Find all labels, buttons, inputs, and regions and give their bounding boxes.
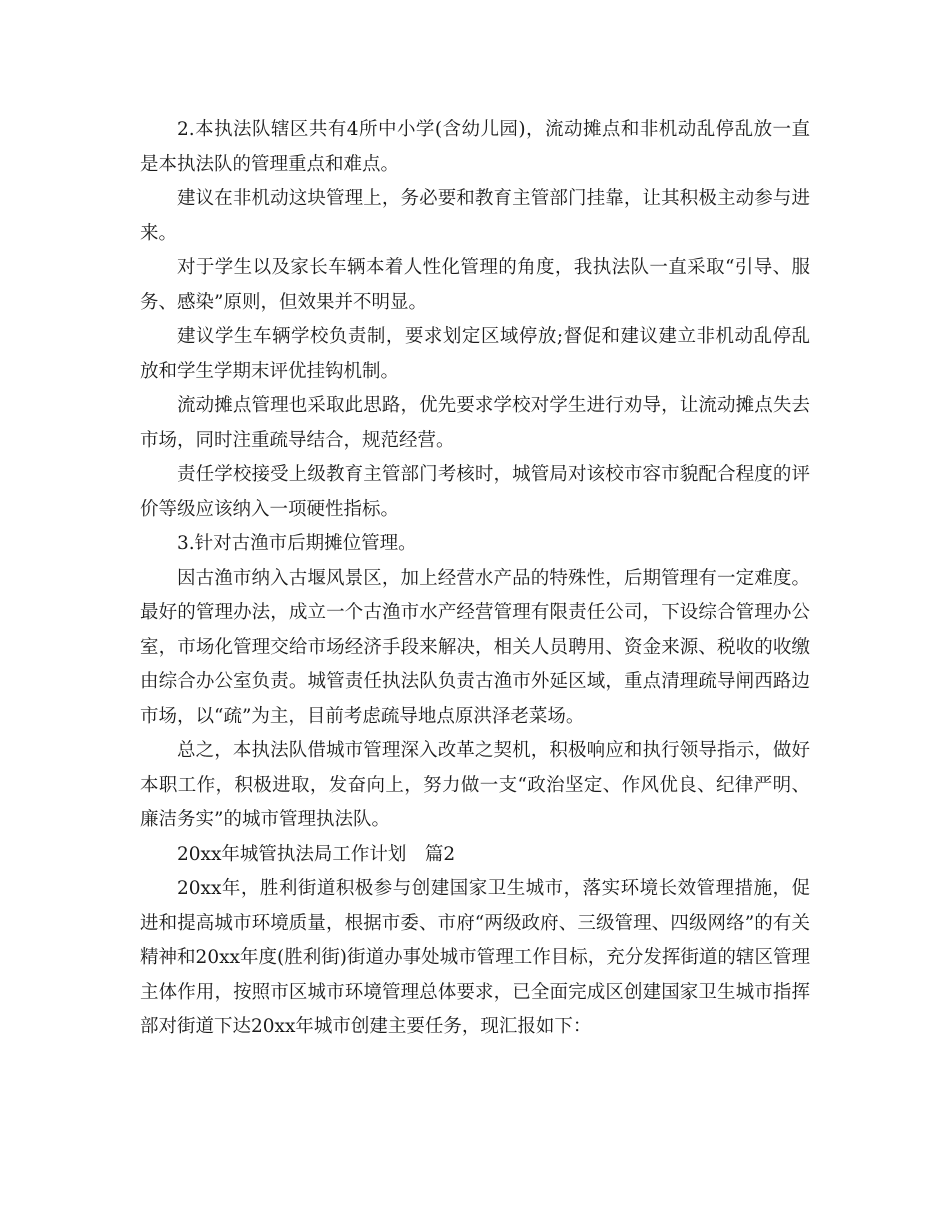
- document-body: [140, 113, 810, 1045]
- paragraph-annual-report: 20xx年，胜利街道积极参与创建国家卫生城市，落实环境长效管理措施，促进和提高城市环境质量，根据市委、市府“两级政府、三级管理、四级网络”的有关精神和20xx年度(胜利街)街道办事处城市管理工作目标，充分发挥街道的辖区管理主体作用，按照市区城市环境管理总体要求，已全面完成区创建国家卫生城市指挥部对街道下达20xx年城市创建主要任务，现汇报如下：: [140, 878, 810, 1037]
- paragraph-school-assessment: 责任学校接受上级教育主管部门考核时，城管局对该校市容市貌配合程度的评价等级应该纳入一项硬性指标。: [140, 464, 810, 520]
- paragraph-parking-zones: 建议学生车辆学校负责制，要求划定区域停放;督促和建议建立非机动乱停乱放和学生学期末评优挂钩机制。: [140, 326, 810, 382]
- paragraph-conclusion: 总之，本执法队借城市管理深入改革之契机，积极响应和执行领导指示，做好本职工作，积极进取，发奋向上，努力做一支“政治坚定、作风优良、纪律严明、廉洁务实”的城市管理执法队。: [140, 740, 810, 830]
- paragraph-school-overview: 2.本执法队辖区共有4所中小学(含幼儿园)，流动摊点和非机动乱停乱放一直是本执法队的管理重点和难点。: [140, 119, 810, 175]
- paragraph-fish-market-management: 因古渔市纳入古堰风景区，加上经营水产品的特殊性，后期管理有一定难度。最好的管理办法，成立一个古渔市水产经营管理有限责任公司，下设综合管理办公室，市场化管理交给市场经济手段来解决，相关人员聘用、资金来源、税收的收缴由综合办公室负责。城管责任执法队负责古渔市外延区域，重点清理疏导闸西路边市场，以“疏”为主，目前考虑疏导地点原洪泽老菜场。: [140, 567, 810, 727]
- paragraph-street-vendors: 流动摊点管理也采取此思路，优先要求学校对学生进行劝导，让流动摊点失去市场，同时注重疏导结合，规范经营。: [140, 395, 810, 451]
- paragraph-fish-market-heading: 3.针对古渔市后期摊位管理。: [177, 533, 417, 554]
- paragraph-parent-vehicles: 对于学生以及家长车辆本着人性化管理的角度，我执法队一直采取“引导、服务、感染”原则，但效果并不明显。: [140, 257, 810, 313]
- section-heading-part-2: 20xx年城管执法局工作计划 篇2: [177, 843, 456, 865]
- paragraph-education-department: 建议在非机动这块管理上，务必要和教育主管部门挂靠，让其积极主动参与进来。: [140, 188, 810, 244]
